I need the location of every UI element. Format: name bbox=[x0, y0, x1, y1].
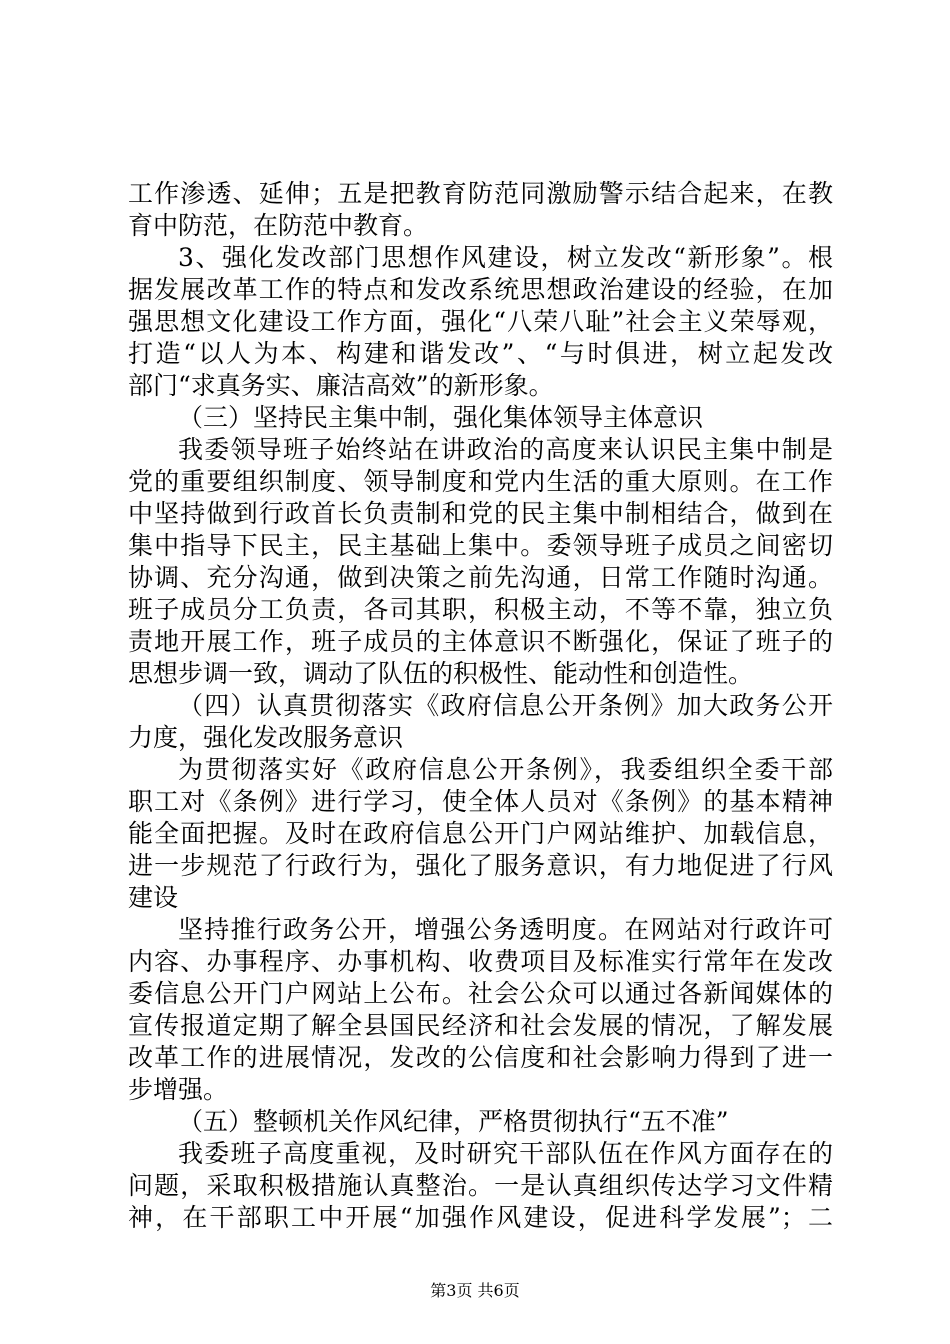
text-line: 党的重要组织制度、领导制度和党内生活的重大原则。在工作 bbox=[128, 467, 833, 496]
text-line: （四）认真贯彻落实《政府信息公开条例》加大政务公开 bbox=[178, 691, 833, 720]
text-line: 育中防范，在防范中教育。 bbox=[128, 211, 429, 240]
text-line: 集中指导下民主，民主基础上集中。委领导班子成员之间密切 bbox=[128, 531, 833, 560]
text-line: 据发展改革工作的特点和发改系统思想政治建设的经验，在加 bbox=[128, 275, 833, 304]
text-line: 工作渗透、延伸；五是把教育防范同激励警示结合起来，在教 bbox=[128, 179, 833, 208]
text-line: 问题，采取积极措施认真整治。一是认真组织传达学习文件精 bbox=[128, 1171, 833, 1200]
text-line: 班子成员分工负责，各司其职，积极主动，不等不靠，独立负 bbox=[128, 595, 833, 624]
text-line: 职工对《条例》进行学习，使全体人员对《条例》的基本精神 bbox=[128, 787, 833, 816]
text-line: 力度，强化发改服务意识 bbox=[128, 723, 404, 752]
text-line: 部门“求真务实、廉洁高效”的新形象。 bbox=[128, 371, 554, 400]
text-line: 3、强化发改部门思想作风建设，树立发改“新形象”。根 bbox=[178, 243, 833, 272]
text-line: 能全面把握。及时在政府信息公开门户网站维护、加载信息， bbox=[128, 819, 833, 848]
text-line: 强思想文化建设工作方面，强化“八荣八耻”社会主义荣辱观， bbox=[128, 307, 833, 336]
document-body bbox=[128, 178, 833, 1234]
text-line: 坚持推行政务公开，增强公务透明度。在网站对行政许可 bbox=[178, 915, 833, 944]
text-line: 我委班子高度重视，及时研究干部队伍在作风方面存在的 bbox=[178, 1139, 833, 1168]
text-line: 打造“以人为本、构建和谐发改”、“与时俱进，树立起发改 bbox=[128, 339, 833, 368]
text-line: （三）坚持民主集中制，强化集体领导主体意识 bbox=[178, 403, 704, 432]
text-line: 责地开展工作，班子成员的主体意识不断强化，保证了班子的 bbox=[128, 627, 833, 656]
text-line: 建设 bbox=[128, 883, 179, 912]
text-line: 神，在干部职工中开展“加强作风建设，促进科学发展”；二 bbox=[128, 1203, 833, 1232]
text-line: 中坚持做到行政首长负责制和党的民主集中制相结合，做到在 bbox=[128, 499, 833, 528]
text-line: 我委领导班子始终站在讲政治的高度来认识民主集中制是 bbox=[178, 435, 833, 464]
text-line: （五）整顿机关作风纪律，严格贯彻执行“五不准” bbox=[178, 1107, 729, 1136]
text-line: 内容、办事程序、办事机构、收费项目及标准实行常年在发改 bbox=[128, 947, 833, 976]
text-line: 宣传报道定期了解全县国民经济和社会发展的情况，了解发展 bbox=[128, 1011, 833, 1040]
text-line: 为贯彻落实好《政府信息公开条例》，我委组织全委干部 bbox=[178, 755, 833, 784]
text-line: 步增强。 bbox=[128, 1075, 229, 1104]
page-footer: 第3页 共6页 bbox=[430, 1281, 520, 1300]
text-line: 委信息公开门户网站上公布。社会公众可以通过各新闻媒体的 bbox=[128, 979, 833, 1008]
text-line: 进一步规范了行政行为，强化了服务意识，有力地促进了行风 bbox=[128, 851, 833, 880]
text-line: 思想步调一致，调动了队伍的积极性、能动性和创造性。 bbox=[128, 659, 754, 688]
text-line: 改革工作的进展情况，发改的公信度和社会影响力得到了进一 bbox=[128, 1043, 833, 1072]
text-line: 协调、充分沟通，做到决策之前先沟通，日常工作随时沟通。 bbox=[128, 563, 833, 592]
